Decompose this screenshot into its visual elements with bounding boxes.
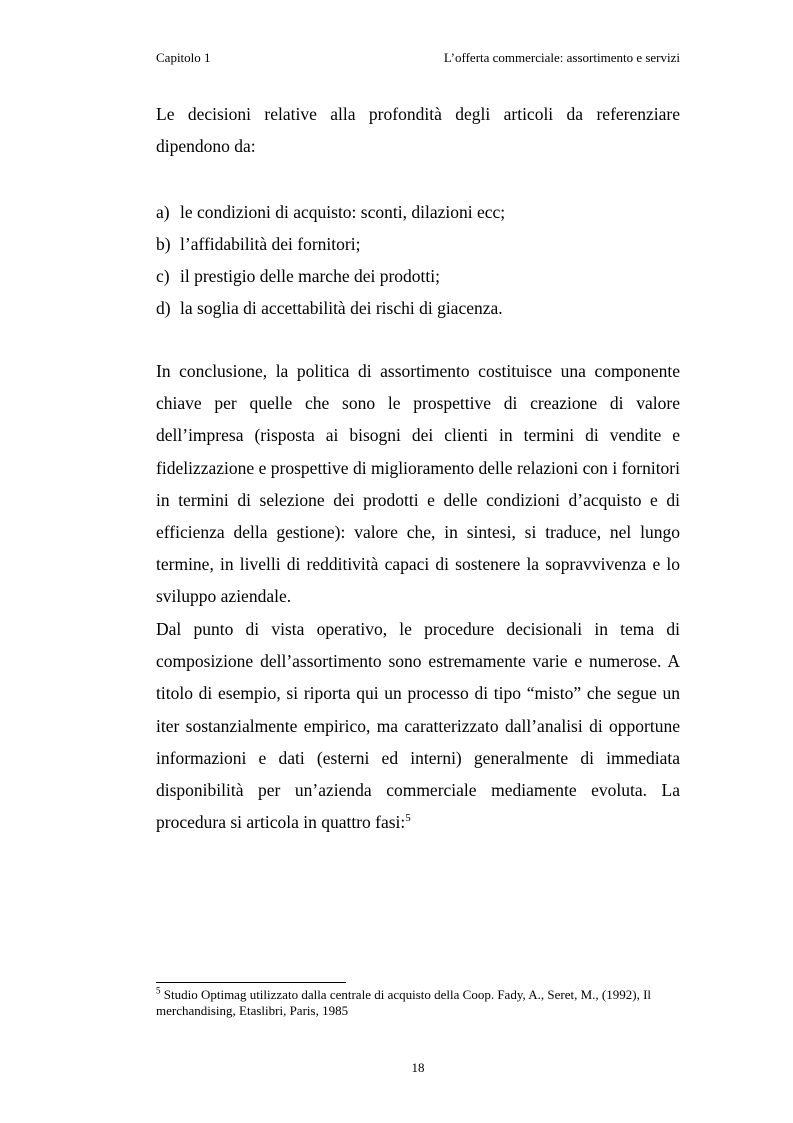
list-item-text: le condizioni di acquisto: sconti, dilazioni ecc; [180,202,506,222]
footnote-reference[interactable]: 5 [405,812,411,825]
list-marker: d) [156,298,171,318]
list-item [156,292,680,324]
list-item-text: l’affidabilità dei fornitori; [180,234,361,254]
list-marker: a) [156,202,170,222]
conclusion-text: In conclusione, la politica di assortimento costituisce una componente chiave per quelle che sono le prospettive di creazione di valore dell’impresa (risposta ai bisogni dei clienti in termini di vendite e fidelizzazione e prospettive di miglioramento delle relazioni con i fornitori in termini di selezione dei prodotti e delle condizioni d’acquisto e di efficienza della gestione): valore che, in sintesi, si traduce, nel lungo termine, in livelli di redditività capaci di sostenere la sopravvivenza e lo sviluppo aziendale. [156,361,680,607]
footnote [156,987,680,1019]
list-item-text: il prestigio delle marche dei prodotti; [180,266,440,286]
running-header-chapter: Capitolo 1 [156,50,211,65]
footnote-divider [156,982,346,983]
list-marker: c) [156,266,170,286]
footnote-text: Studio Optimag utilizzato dalla centrale di acquisto della Coop. Fady, A., Seret, M., (1992), Il merchandising, Etaslibri, Paris, 1985 [156,987,652,1018]
intro-paragraph [156,98,680,162]
operative-text-container [156,613,680,838]
operative-text: Dal punto di vista operativo, le procedure decisionali in tema di composizione dell’assortimento sono estremamente varie e numerose. A titolo di esempio, si riporta qui un processo di tipo “misto” che segue un iter sostanzialmente empirico, ma caratterizzato dall’analisi di opportune informazioni e dati (esterni ed interni) generalmente di immediata disponibilità per un’azienda commerciale mediamente evoluta. La procedura si articola in quattro fasi: [156,619,680,833]
footnote-number: 5 [156,985,161,996]
list-item [156,260,680,292]
list-item-text: la soglia di accettabilità dei rischi di giacenza. [180,298,503,318]
operative-paragraph [156,613,680,838]
conclusion-paragraph [156,355,680,613]
page-number: 18 [411,1060,425,1075]
intro-text: Le decisioni relative alla profondità degli articoli da referenziare dipendono da: [156,104,680,157]
list-item [156,196,680,228]
list-item [156,228,680,260]
conditions-list [156,196,680,324]
list-marker: b) [156,234,171,254]
running-header-section: L’offerta commerciale: assortimento e servizi [443,50,680,65]
